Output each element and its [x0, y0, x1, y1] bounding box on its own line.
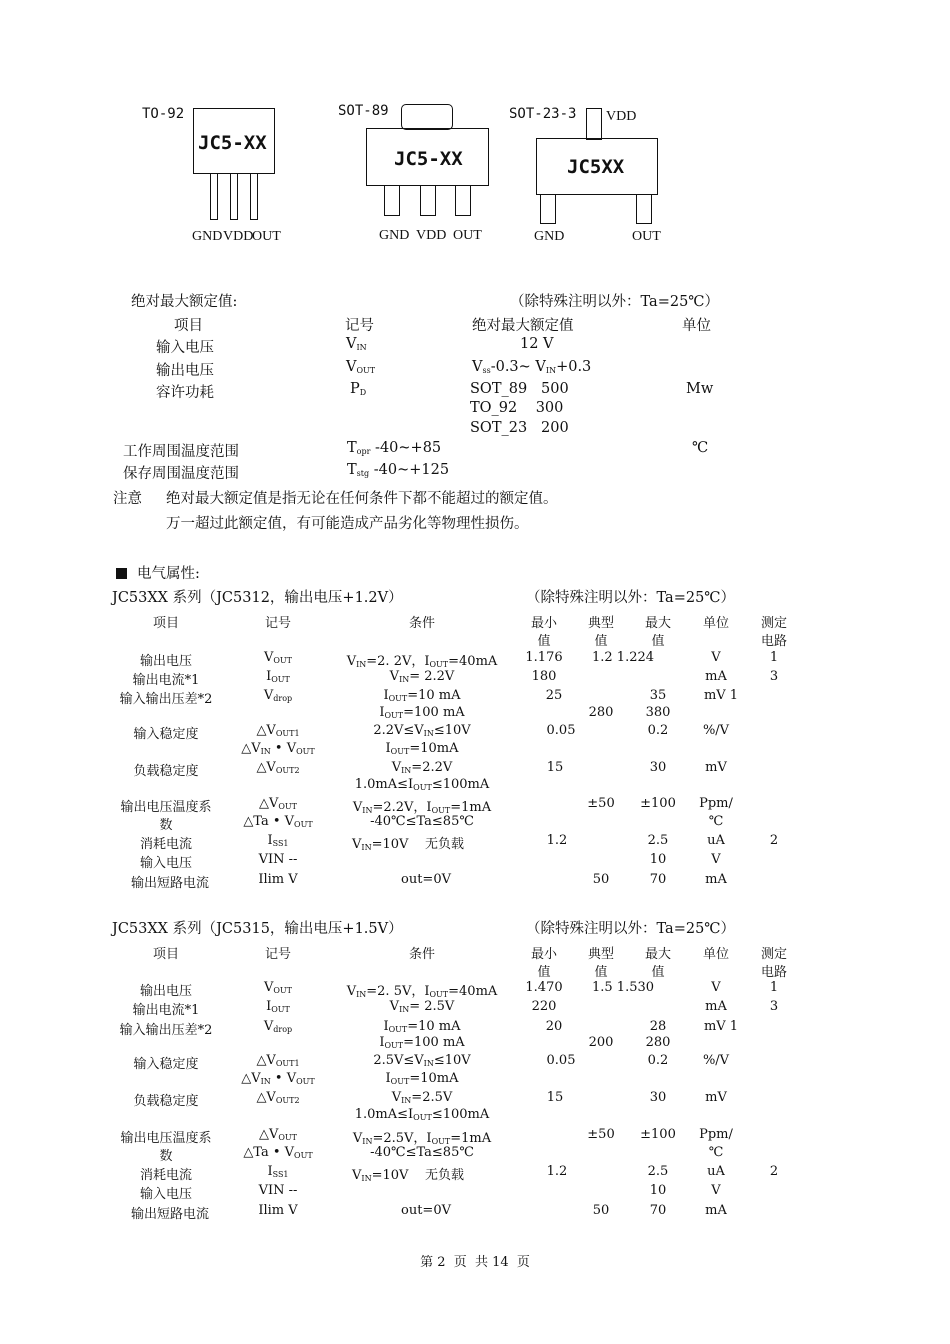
row-item: 输出电压温度系 — [120, 800, 212, 815]
row-condition: out=0V — [401, 872, 451, 887]
row-item: 负载稳定度 — [133, 764, 199, 779]
row-symbol: Ilim V — [258, 1203, 298, 1218]
row-max: 70 — [649, 1203, 667, 1218]
row-item: 输出电压温度系 — [120, 1131, 212, 1146]
abs-row-symbol: $V_{IN}$ — [346, 336, 367, 352]
sot89-label: SOT-89 — [338, 103, 389, 119]
row-typ: 0.05 — [546, 723, 576, 738]
row-symbol: $I_{OUT}$ — [266, 999, 290, 1014]
row-condition: $2.2V\le V_{IN}\le 10V$ — [373, 723, 471, 738]
row-condition: $I_{OUT}=100$ mA — [379, 1035, 465, 1050]
header-unit: 单位 — [702, 947, 730, 962]
row-unit: V — [711, 1183, 721, 1198]
header-max: 值 — [651, 634, 665, 649]
sot89-pin — [455, 185, 471, 216]
abs-row-item: 保存周围温度范围 — [123, 466, 239, 482]
row-unit: V — [711, 980, 721, 995]
to92-pin-vdd: VDD — [223, 229, 254, 244]
row-item: 输入电压 — [139, 856, 193, 871]
row-symbol: $\triangle V_{OUT1}$ — [256, 1053, 300, 1068]
row-symbol: $I_{SS1}$ — [267, 833, 289, 848]
row-condition: $V_{IN}=2$. 5V，$I_{OUT}=40mA$ — [346, 984, 498, 999]
row-max: 10 — [649, 852, 667, 867]
row-unit: V — [711, 650, 721, 665]
header-max: 最大 — [644, 616, 672, 631]
note-line-1: 绝对最大额定值是指无论在任何条件下都不能超过的额定值。 — [166, 491, 558, 507]
row-item: 输出短路电流 — [130, 1207, 210, 1222]
row-unit: mV — [705, 1090, 727, 1105]
abs-row-item: 输出电压 — [156, 363, 214, 379]
header-unit: 单位 — [702, 616, 730, 631]
row-unit: %/V — [702, 1053, 730, 1068]
header-circuit: 电路 — [760, 634, 788, 649]
row-unit: Ppm/ — [699, 796, 733, 811]
row-max: 0.2 — [647, 723, 669, 738]
row-unit: Ppm/ — [699, 1127, 733, 1142]
row-item: 负载稳定度 — [133, 1094, 199, 1109]
row-max: 70 — [649, 872, 667, 887]
row-min: 15 — [546, 1090, 564, 1105]
sot23-chip-label: JC5XX — [567, 156, 625, 178]
row-max: 280 — [645, 1035, 671, 1050]
row-min: 220 — [531, 999, 557, 1014]
row-symbol: $\triangle V_{IN}$ • $V_{OUT}$ — [241, 1071, 315, 1086]
header-symbol: 记号 — [264, 947, 292, 962]
row-item: 消耗电流 — [139, 1168, 193, 1183]
row-max: 30 — [649, 760, 667, 775]
row-min: 1.2 — [546, 833, 568, 848]
abs-row-item: 容许功耗 — [156, 385, 214, 401]
row-max: 35 — [649, 688, 667, 703]
elec-title: 电气属性: — [116, 562, 200, 583]
row-item: 输入稳定度 — [133, 727, 199, 742]
row-typ: 50 — [592, 872, 610, 887]
row-condition: $1.0mA\le I_{OUT}\le 100mA$ — [354, 1107, 490, 1122]
row-min: 180 — [531, 669, 557, 684]
row-symbol: $\triangle V_{OUT2}$ — [256, 1090, 300, 1105]
row-max: 10 — [649, 1183, 667, 1198]
row-min: 20 — [545, 1019, 563, 1034]
abs-row-value: SOT_89 500 — [470, 381, 569, 397]
row-unit: mV 1 — [703, 1019, 739, 1034]
row-symbol: $V_{OUT}$ — [263, 650, 293, 665]
row-condition: $I_{OUT}=10mA$ — [385, 741, 459, 756]
to92-chip-label: JC5-XX — [198, 132, 267, 154]
row-max: 380 — [645, 705, 671, 720]
row-symbol: $I_{OUT}$ — [266, 669, 290, 684]
row-condition: $I_{OUT}=100$ mA — [379, 705, 465, 720]
row-circuit: 1 — [769, 650, 779, 665]
row-max: 30 — [649, 1090, 667, 1105]
to92-pin — [210, 173, 218, 220]
row-condition: $I_{OUT}=10mA$ — [385, 1071, 459, 1086]
row-circuit: 2 — [769, 833, 779, 848]
row-item: 数 — [159, 818, 173, 833]
row-symbol: $\triangle V_{OUT1}$ — [256, 723, 300, 738]
row-typ: 0.05 — [546, 1053, 576, 1068]
row-max: ±100 — [640, 1127, 676, 1142]
row-circuit: 2 — [769, 1164, 779, 1179]
row-condition: $V_{IN}=2.5V$ — [391, 1090, 453, 1105]
header-circuit: 测定 — [760, 947, 788, 962]
table-title: JC53XX 系列（JC5315，输出电压+1.5V） — [112, 921, 403, 937]
table-title: JC53XX 系列（JC5312，输出电压+1.2V） — [112, 590, 403, 606]
row-condition: $V_{IN}= 2.5V$ — [389, 999, 455, 1014]
header-typ: 值 — [594, 965, 608, 980]
row-symbol: $\triangle V_{OUT}$ — [258, 1127, 298, 1142]
row-symbol: △Ta • $V_{OUT}$ — [243, 814, 313, 829]
header-max: 最大 — [644, 947, 672, 962]
sot89-pin — [420, 185, 436, 216]
row-condition: $V_{IN}=10V$ 无负载 — [352, 837, 464, 852]
row-min: 1.2 — [546, 1164, 568, 1179]
row-symbol: $V_{drop}$ — [263, 1019, 293, 1034]
header-typ: 典型 — [587, 947, 615, 962]
row-symbol: Ilim V — [258, 872, 298, 887]
abs-row-value: TO_92 300 — [470, 400, 564, 416]
header-circuit: 电路 — [760, 965, 788, 980]
header-min: 最小 — [530, 947, 558, 962]
row-item: 输出短路电流 — [130, 876, 210, 891]
abs-header-unit: 单位 — [682, 318, 711, 334]
row-condition: $V_{IN}=2$. 2V，$I_{OUT}=40mA$ — [346, 654, 498, 669]
row-unit: ℃ — [708, 814, 724, 829]
abs-header-value: 绝对最大额定值 — [472, 318, 574, 334]
to92-label: TO-92 — [142, 106, 185, 122]
row-condition: out=0V — [401, 1203, 451, 1218]
row-circuit: 3 — [769, 999, 779, 1014]
row-min: 1.176 — [525, 650, 563, 665]
row-condition: $V_{IN}=10V$ 无负载 — [352, 1168, 464, 1183]
row-condition: -40℃≤Ta≤85℃ — [370, 1145, 474, 1160]
row-typ: 50 — [592, 1203, 610, 1218]
abs-row-symbol: $T_{opr}$ -40~+85 — [347, 440, 442, 456]
row-circuit: 3 — [769, 669, 779, 684]
row-min: 25 — [545, 688, 563, 703]
row-symbol: VIN -- — [258, 1183, 298, 1198]
row-condition: $V_{IN}=2.2V$ — [391, 760, 453, 775]
abs-row-symbol: $P_D$ — [350, 381, 367, 397]
row-item: 消耗电流 — [139, 837, 193, 852]
row-unit: mA — [705, 1203, 727, 1218]
to92-pin-out: OUT — [252, 229, 281, 244]
row-typ: 280 — [588, 705, 614, 720]
header-condition: 条件 — [408, 616, 436, 631]
row-item: 输入电压 — [139, 1187, 193, 1202]
sot23-pin — [636, 194, 652, 224]
header-circuit: 测定 — [760, 616, 788, 631]
abs-max-title: 绝对最大额定值: — [131, 294, 238, 310]
row-condition: $I_{OUT}=10$ mA — [383, 1019, 461, 1034]
row-unit: ℃ — [708, 1145, 724, 1160]
abs-row-unit: Mw — [686, 381, 714, 397]
row-min: 1.470 — [525, 980, 563, 995]
row-unit: uA — [707, 1164, 725, 1179]
header-symbol: 记号 — [264, 616, 292, 631]
sot23-label: SOT-23-3 — [509, 106, 577, 122]
header-condition: 条件 — [408, 947, 436, 962]
abs-max-condition: （除特殊注明以外：Ta=25℃） — [510, 294, 720, 310]
row-condition: $V_{IN}= 2.2V$ — [389, 669, 455, 684]
row-unit: mA — [705, 999, 727, 1014]
row-condition: $V_{IN}=2.5V$，$I_{OUT}=1mA$ — [352, 1131, 492, 1146]
row-item: 数 — [159, 1149, 173, 1164]
header-item: 项目 — [152, 947, 180, 962]
header-max: 值 — [651, 965, 665, 980]
abs-row-unit: ℃ — [692, 440, 709, 456]
row-max: 2.5 — [647, 1164, 669, 1179]
sot23-pin-gnd: GND — [534, 229, 565, 244]
abs-row-item: 工作周围温度范围 — [123, 444, 239, 460]
header-typ: 典型 — [587, 616, 615, 631]
table-condition: （除特殊注明以外：Ta=25℃） — [526, 590, 736, 606]
row-symbol: $\triangle V_{OUT}$ — [258, 796, 298, 811]
row-condition: $I_{OUT}=10$ mA — [383, 688, 461, 703]
to92-pin — [230, 173, 238, 220]
row-condition: -40℃≤Ta≤85℃ — [370, 814, 474, 829]
table-condition: （除特殊注明以外：Ta=25℃） — [526, 921, 736, 937]
abs-row-item: 输入电压 — [156, 340, 214, 356]
header-item: 项目 — [152, 616, 180, 631]
row-typ: ±50 — [587, 796, 615, 811]
row-typ-max: 1.2 1.224 — [592, 650, 655, 665]
row-unit: uA — [707, 833, 725, 848]
row-item: 输入输出压差*2 — [119, 1023, 213, 1038]
row-item: 输出电流*1 — [132, 1003, 200, 1018]
row-condition: $2.5V\le V_{IN}\le 10V$ — [373, 1053, 471, 1068]
row-symbol: $I_{SS1}$ — [267, 1164, 289, 1179]
header-min: 值 — [537, 634, 551, 649]
row-symbol: $\triangle V_{IN}$ • $V_{OUT}$ — [241, 741, 315, 756]
abs-row-symbol: $V_{OUT}$ — [346, 359, 376, 375]
row-symbol: $V_{OUT}$ — [263, 980, 293, 995]
row-item: 输入输出压差*2 — [119, 692, 213, 707]
row-unit: mV 1 — [703, 688, 739, 703]
row-item: 输出电压 — [139, 654, 193, 669]
to92-pin-gnd: GND — [192, 229, 223, 244]
row-item: 输出电压 — [139, 984, 193, 999]
sot23-pin — [540, 194, 556, 224]
row-circuit: 1 — [769, 980, 779, 995]
sot89-pin-gnd: GND — [379, 228, 410, 243]
row-symbol: VIN -- — [258, 852, 298, 867]
row-condition: $V_{IN}=2.2V$，$I_{OUT}=1mA$ — [352, 800, 492, 815]
abs-row-value: $V_{ss}-0.3\sim$ $V_{IN}+0.3$ — [472, 359, 592, 375]
note-line-2: 万一超过此额定值，有可能造成产品劣化等物理性损伤。 — [166, 516, 529, 532]
sot89-pin — [384, 185, 400, 216]
row-unit: %/V — [702, 723, 730, 738]
row-unit: mA — [705, 872, 727, 887]
square-bullet-icon — [116, 568, 127, 579]
sot23-pin-vdd: VDD — [606, 109, 637, 124]
sot89-pin-vdd: VDD — [416, 228, 447, 243]
abs-row-symbol: $T_{stg}$ -40~+125 — [347, 462, 450, 478]
sot23-pin-out: OUT — [632, 229, 661, 244]
row-max: 2.5 — [647, 833, 669, 848]
row-unit: mA — [705, 669, 727, 684]
row-symbol: $\triangle V_{OUT2}$ — [256, 760, 300, 775]
header-min: 值 — [537, 965, 551, 980]
sot89-chip-label: JC5-XX — [394, 148, 463, 170]
row-item: 输入稳定度 — [133, 1057, 199, 1072]
sot23-top-pin — [586, 108, 602, 140]
row-min: 15 — [546, 760, 564, 775]
page-footer: 第 2 页 共 14 页 — [420, 1255, 530, 1270]
header-min: 最小 — [530, 616, 558, 631]
row-item: 输出电流*1 — [132, 673, 200, 688]
abs-row-value: 12 V — [520, 336, 554, 352]
row-symbol: $V_{drop}$ — [263, 688, 293, 703]
sot89-pin-out: OUT — [453, 228, 482, 243]
row-max: ±100 — [640, 796, 676, 811]
abs-row-value: SOT_23 200 — [470, 420, 569, 436]
row-max: 0.2 — [647, 1053, 669, 1068]
row-typ-max: 1.5 1.530 — [592, 980, 655, 995]
note-label: 注意 — [113, 491, 142, 507]
row-typ: 200 — [588, 1035, 614, 1050]
row-condition: $1.0mA\le I_{OUT}\le 100mA$ — [354, 777, 490, 792]
abs-header-symbol: 记号 — [345, 318, 374, 334]
header-typ: 值 — [594, 634, 608, 649]
to92-pin — [250, 173, 258, 220]
row-unit: mV — [705, 760, 727, 775]
row-max: 28 — [649, 1019, 667, 1034]
sot89-tab — [401, 104, 453, 130]
row-symbol: △Ta • $V_{OUT}$ — [243, 1145, 313, 1160]
abs-header-item: 项目 — [174, 318, 203, 334]
row-unit: V — [711, 852, 721, 867]
row-typ: ±50 — [587, 1127, 615, 1142]
